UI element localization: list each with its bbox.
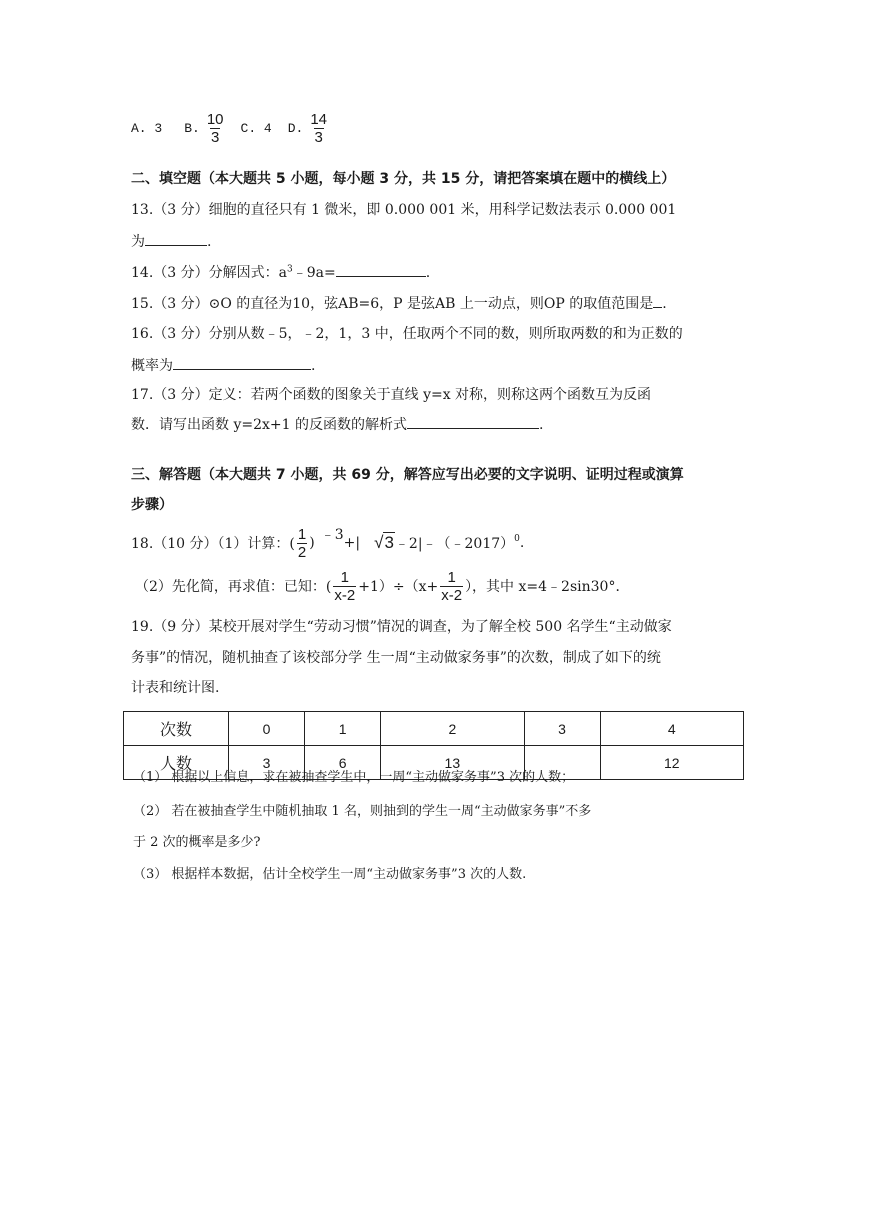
q18-1-abs-open: +| <box>343 535 361 551</box>
option-b-numerator: 10 <box>206 110 224 128</box>
q17-answer-blank[interactable] <box>407 414 539 429</box>
table-cell: 0 <box>229 712 305 746</box>
q13-prefix: 为 <box>131 234 145 250</box>
q18-1-denominator: 2 <box>297 543 307 561</box>
q16-answer-blank[interactable] <box>173 355 311 370</box>
option-b-label: B. <box>184 120 200 136</box>
option-b-fraction <box>206 112 225 145</box>
q18-2-fraction1 <box>333 570 356 603</box>
q18-1-zero-exponent: 0 <box>514 534 520 544</box>
q12-options <box>131 108 330 148</box>
q13-line1: 13.（3 分）细胞的直径只有 1 微米，即 0.000 001 米，用科学记数法表示 0.000 001 <box>131 202 677 218</box>
q19-sub2-line2: 于 2 次的概率是多少? <box>133 835 261 850</box>
table-cell: 2 <box>381 712 524 746</box>
q15-answer-blank[interactable] <box>653 293 662 308</box>
q16-prefix: 概率为 <box>131 358 173 374</box>
q19-sub2-line1: （2） 若在被抽查学生中随机抽取 1 名，则抽到的学生一周“主动做家务事”不多 <box>133 804 592 819</box>
q18-1-suffix: ﹣2|﹣（﹣2017） <box>394 536 515 552</box>
q18-part1: 18.（10 分）（1）计算：( $\frac{1}{2}$ ) ﹣3 +| √3 ﹣2|﹣（﹣2017） $^0$ . <box>131 525 525 561</box>
q18-2-mid: +1）÷（x+ <box>358 579 439 595</box>
option-b-denominator: 3 <box>211 128 220 146</box>
q13-suffix: . <box>207 234 212 250</box>
q17-line2 <box>131 414 543 434</box>
q19-line3: 计表和统计图. <box>131 680 220 696</box>
q14-answer-blank[interactable] <box>336 262 426 277</box>
table-cell: 6 <box>305 746 381 780</box>
q18-1-numerator: 1 <box>297 525 307 543</box>
table-cell: 12 <box>600 746 743 780</box>
q16-line1: 16.（3 分）分别从数﹣5，﹣2，1，3 中，任取两个不同的数，则所取两数的和为正数的 <box>131 326 683 342</box>
q18-1-radicand: 3 <box>384 533 394 552</box>
q15-suffix: . <box>662 296 667 312</box>
q17-suffix: . <box>538 417 544 433</box>
q18-1-sqrt: √3 <box>374 533 394 552</box>
table-row <box>124 712 744 746</box>
q14-exponent: 3 <box>286 264 293 275</box>
q18-1-prefix: 18.（10 分）（1）计算：( <box>131 536 295 552</box>
table-cell-header: 人数 <box>124 746 229 780</box>
q17-prefix: 数．请写出函数 y=2x+1 的反函数的解析式 <box>131 417 407 433</box>
table-cell: 3 <box>524 712 600 746</box>
q17-line1: 17.（3 分）定义：若两个函数的图象关于直线 y=x 对称，则称这两个函数互为反函 <box>131 387 652 403</box>
q14-expression: ﹣9a= <box>292 265 336 281</box>
q14 <box>131 262 430 282</box>
q18-2-numerator1: 1 <box>340 568 349 586</box>
q18-2-numerator2: 1 <box>447 568 456 586</box>
table-cell-header: 次数 <box>124 712 229 746</box>
q18-2-prefix: （2）先化简，再求值：已知：( <box>135 579 332 595</box>
section3-heading-line1: 三、解答题（本大题共 7 小题，共 69 分，解答应写出必要的文字说明、证明过程或演算 <box>131 467 684 483</box>
q19-line2: 务事”的情况，随机抽查了该校部分学 生一周“主动做家务事”的次数，制成了如下的统 <box>131 650 661 666</box>
option-a: A. 3 <box>131 120 163 136</box>
q14-text: 14.（3 分）分解因式：a <box>131 265 287 281</box>
q18-2-denominator2: x-2 <box>441 586 463 604</box>
option-d-numerator: 14 <box>310 110 328 128</box>
table-cell: 13 <box>381 746 524 780</box>
q15 <box>131 293 667 313</box>
q18-2-suffix: ），其中 x=4﹣2sin30°． <box>465 579 630 595</box>
q16-line2 <box>131 355 315 375</box>
table-cell: 3 <box>229 746 305 780</box>
q18-1-end: . <box>519 535 525 551</box>
section3-heading-line2: 步骤） <box>131 497 173 513</box>
q13-line2 <box>131 231 211 251</box>
q18-1-exponent: ﹣3 <box>320 527 344 543</box>
q18-2-denominator1: x-2 <box>334 586 356 604</box>
q18-part2 <box>135 566 629 606</box>
option-c: C. 4 <box>240 120 272 136</box>
q19-line1: 19.（9 分）某校开展对学生“劳动习惯”情况的调查，为了解全校 500 名学生“主动做家 <box>131 619 672 635</box>
q19-sub1: （1） 根据以上信息，求在被抽查学生中，一周“主动做家务事”3 次的人数； <box>133 770 575 785</box>
option-d-fraction <box>309 112 328 145</box>
q19-sub3: （3） 根据样本数据，估计全校学生一周“主动做家务事”3 次的人数. <box>133 867 527 882</box>
q14-suffix: . <box>425 265 431 281</box>
q18-1-fraction <box>297 527 307 560</box>
q13-answer-blank[interactable] <box>145 231 207 246</box>
option-d-denominator: 3 <box>314 128 323 146</box>
q18-2-fraction2 <box>440 570 463 603</box>
option-d-label: D. <box>287 120 304 136</box>
table-cell: 1 <box>305 712 381 746</box>
q16-suffix: . <box>311 358 316 374</box>
table-cell: 4 <box>600 712 743 746</box>
section2-heading: 二、填空题（本大题共 5 小题，每小题 3 分，共 15 分，请把答案填在题中的横线上） <box>131 171 676 187</box>
q15-text: 15.（3 分）⊙O 的直径为10，弦AB=6，P 是弦AB 上一动点，则OP 的取值范围是 <box>131 296 654 312</box>
